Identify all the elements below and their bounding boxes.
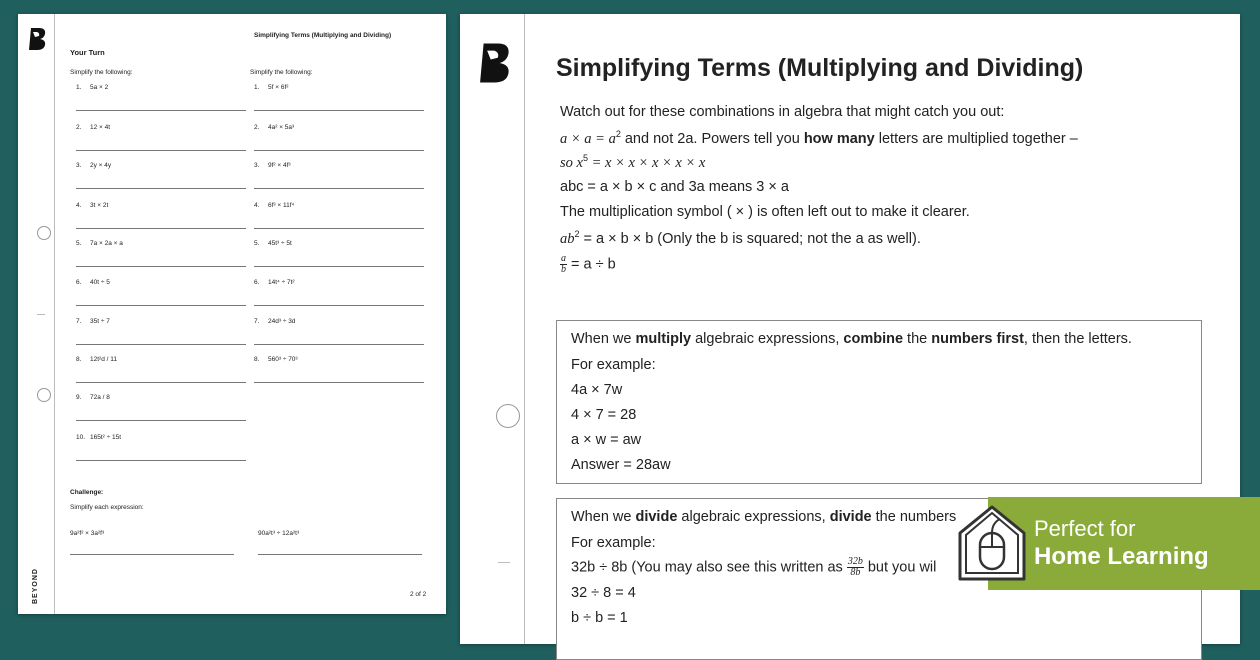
divide-rule <box>571 509 956 525</box>
punch-hole <box>37 388 51 402</box>
text-fragment: so x <box>560 154 583 171</box>
text-fragment: the <box>903 331 932 347</box>
question-expression: 40t ÷ 5 <box>90 279 110 286</box>
question-expression: 2y × 4y <box>90 162 112 169</box>
challenge-question-left: 9a²f² × 3a²f³ <box>70 530 105 537</box>
text-fragment: = a × b × b (Only the b is squared; not the a as well). <box>579 230 921 247</box>
fold-tick <box>37 314 45 315</box>
challenge-heading: Challenge: <box>70 489 104 496</box>
answer-line <box>76 305 246 306</box>
margin-line <box>54 14 55 614</box>
fraction-numerator: 32b <box>847 556 863 567</box>
question-number: 6. <box>76 279 82 286</box>
answer-line <box>76 344 246 345</box>
question-expression: 560³ ÷ 70³ <box>268 356 298 363</box>
division-note <box>560 254 616 275</box>
multiplication-symbol-note: The multiplication symbol ( × ) is often left out to make it clearer. <box>560 204 970 220</box>
punch-hole <box>496 404 520 428</box>
text-fragment: a × a = a <box>560 130 616 147</box>
page-title: Simplifying Terms (Multiplying and Dividing) <box>254 32 392 39</box>
abc-note: abc = a × b × c and 3a means 3 × a <box>560 179 789 195</box>
squared-note: $ab^2 = a \times b \times b$ (Only the b is squared; not the a as well). <box>560 229 921 247</box>
text-fragment: algebraic expressions, <box>677 509 830 525</box>
question-number: 5. <box>254 240 260 247</box>
example-line: a × w = aw <box>571 432 642 448</box>
text-fragment: how many <box>803 130 875 147</box>
question-expression: 6f³ × 11f⁴ <box>268 202 295 209</box>
question-expression: 12 × 4t <box>90 124 111 131</box>
question-number: 8. <box>76 356 82 363</box>
text-fragment: divide <box>635 509 678 525</box>
answer-line <box>254 110 424 111</box>
question-number: 3. <box>254 162 260 169</box>
example-line: b ÷ b = 1 <box>571 610 628 626</box>
text-fragment: the numbers <box>871 509 957 525</box>
question-number: 8. <box>254 356 260 363</box>
fraction: $\frac{a}{b}$ <box>561 253 566 275</box>
question-expression: 4a² × 5a³ <box>268 124 295 131</box>
question-number: 7. <box>254 318 260 325</box>
example-line: 32 ÷ 8 = 4 <box>571 585 636 601</box>
text-fragment: When we <box>571 331 636 347</box>
text-fragment: When we <box>571 509 636 525</box>
question-number: 7. <box>76 318 82 325</box>
question-expression: 7a × 2a × a <box>90 240 123 247</box>
text-fragment: numbers first <box>931 331 1024 347</box>
margin-line <box>524 14 525 644</box>
example-label: For example: <box>571 357 656 373</box>
answer-line <box>76 420 246 421</box>
question-expression: 3t × 2t <box>90 202 109 209</box>
question-expression: 9f² × 4f³ <box>268 162 291 169</box>
beyond-logo-icon <box>478 40 514 86</box>
example-line <box>571 557 936 578</box>
text-fragment: algebraic expressions, <box>691 331 844 347</box>
text-fragment: , then the letters. <box>1023 331 1132 347</box>
text-fragment: = x × x × x × x × x <box>587 154 706 171</box>
fraction-denominator: 8b <box>850 567 861 578</box>
answer-line <box>254 228 424 229</box>
instruction-left: Simplify the following: <box>70 69 133 76</box>
answer-line <box>70 554 234 555</box>
question-number: 5. <box>76 240 82 247</box>
answer-line <box>76 110 246 111</box>
question-number: 10. <box>76 434 86 441</box>
answer-line <box>258 554 422 555</box>
answer-line <box>254 150 424 151</box>
question-expression: 12t²d / 11 <box>90 356 117 363</box>
text-fragment: letters are multiplied together – <box>874 130 1078 147</box>
beyond-logo-icon <box>28 26 48 52</box>
text-fragment: multiply <box>635 331 692 347</box>
powers-note: $a \times a = a^2$ and not 2a. Powers tell you how many letters are multiplied together – <box>560 129 1078 147</box>
instruction-right: Simplify the following: <box>250 69 313 76</box>
multiply-info-box <box>556 320 1202 484</box>
question-number: 1. <box>254 84 260 91</box>
question-number: 3. <box>76 162 82 169</box>
question-number: 6. <box>254 279 260 286</box>
answer-line <box>254 266 424 267</box>
example-line: 4 × 7 = 28 <box>571 407 637 423</box>
answer-line <box>76 228 246 229</box>
page-number: 2 of 2 <box>410 591 427 598</box>
power-example: so $x^5 = x \times x \times x \times x \times x$ <box>560 153 706 171</box>
page-title: Simplifying Terms (Multiplying and Dividing) <box>556 54 1084 82</box>
answer-line <box>254 382 424 383</box>
fold-tick <box>498 562 510 563</box>
example-line: 4a × 7w <box>571 382 623 398</box>
banner-line-2: Home Learning <box>1034 543 1209 570</box>
question-expression: 5a × 2 <box>90 84 109 91</box>
answer-line <box>76 150 246 151</box>
answer-line <box>76 382 246 383</box>
question-number: 4. <box>254 202 260 209</box>
text-fragment: 32b ÷ 8b (You may also see this written as <box>571 559 847 576</box>
question-expression: 45t³ ÷ 5t <box>268 240 292 247</box>
question-expression: 24d³ ÷ 3d <box>268 318 296 325</box>
challenge-instruction: Simplify each expression: <box>70 504 144 511</box>
example-answer: Answer = 28aw <box>571 457 671 473</box>
text-fragment: but you wil <box>863 559 937 576</box>
intro-text: Watch out for these combinations in algebra that might catch you out: <box>560 104 1005 120</box>
home-learning-banner <box>988 497 1260 590</box>
banner-line-1: Perfect for <box>1034 516 1136 541</box>
question-expression: 5f × 6f² <box>268 84 289 91</box>
question-number: 1. <box>76 84 82 91</box>
text-fragment: and not 2a. Powers tell you <box>620 130 804 147</box>
text-fragment: = a ÷ b <box>567 256 616 273</box>
question-number: 4. <box>76 202 82 209</box>
text-fragment: ab <box>560 230 575 247</box>
example-label: For example: <box>571 535 656 551</box>
answer-line <box>254 188 424 189</box>
section-heading: Your Turn <box>70 48 105 57</box>
answer-line <box>254 305 424 306</box>
multiply-rule <box>571 331 1132 347</box>
text-fragment: combine <box>843 331 904 347</box>
challenge-question-right: 90a²t³ ÷ 12a²t³ <box>258 530 300 537</box>
house-mouse-icon <box>956 503 1028 583</box>
fraction <box>847 557 864 578</box>
worksheet-page-2 <box>18 14 446 614</box>
question-expression: 72a / 8 <box>90 394 110 401</box>
answer-line <box>76 188 246 189</box>
question-number: 2. <box>76 124 82 131</box>
question-expression: 35t ÷ 7 <box>90 318 110 325</box>
punch-hole <box>37 226 51 240</box>
question-number: 9. <box>76 394 82 401</box>
question-expression: 165t² ÷ 15t <box>90 434 122 441</box>
brand-vertical-label: BEYOND <box>32 568 39 604</box>
answer-line <box>254 344 424 345</box>
question-number: 2. <box>254 124 260 131</box>
answer-line <box>76 266 246 267</box>
question-expression: 14t⁴ ÷ 7t² <box>268 279 295 286</box>
text-fragment: divide <box>829 509 872 525</box>
answer-line <box>76 460 246 461</box>
